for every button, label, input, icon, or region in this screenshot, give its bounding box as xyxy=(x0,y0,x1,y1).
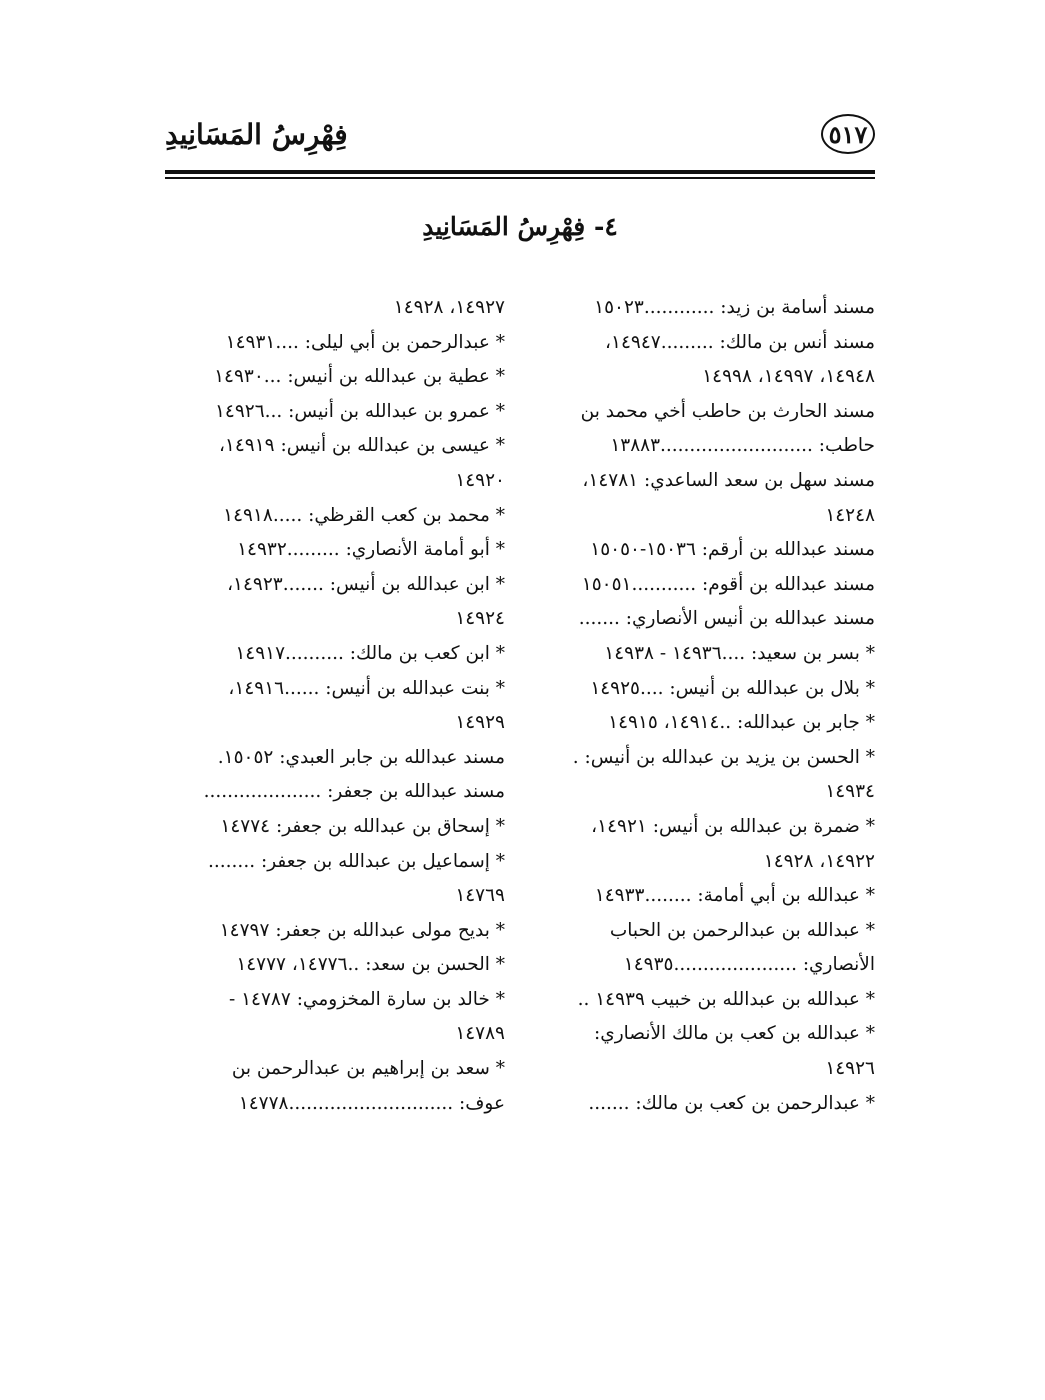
index-entry-line: ١٤٩٢٧، ١٤٩٢٨ xyxy=(393,297,505,318)
section-title: ٤- فِهْرِسُ المَسَانِيدِ xyxy=(422,212,618,241)
index-entry-line: * عبدالرحمن بن كعب بن مالك: ....... xyxy=(588,1092,875,1114)
page-header xyxy=(165,110,875,180)
index-entry-line: * ضمرة بن عبدالله بن أنيس: ١٤٩٢١، xyxy=(591,815,875,837)
index-entry-line: مسند عبدالله بن أقوم: ...........١٥٠٥١ xyxy=(581,573,875,595)
index-entry-line: * بنت عبدالله بن أنيس: ......١٤٩١٦، xyxy=(228,677,505,699)
index-entry-line: * محمد بن كعب القرظي: .....١٤٩١٨ xyxy=(223,504,505,526)
index-entry-line: * الحسن بن سعد: ..١٤٧٧٦، ١٤٧٧٧ xyxy=(236,954,505,976)
index-entry-line: ١٤٢٤٨ xyxy=(825,504,875,526)
index-entry-line: * جابر بن عبدالله: ..١٤٩١٤، ١٤٩١٥ xyxy=(608,712,875,734)
index-entry-line: مسند عبدالله بن جابر العبدي: ١٥٠٥٢. xyxy=(217,746,505,768)
index-entry-line: ١٤٩٤٨، ١٤٩٩٧، ١٤٩٩٨ xyxy=(702,366,875,388)
index-entry-line: * بديح مولى عبدالله بن جعفر: ١٤٧٩٧ xyxy=(219,919,505,941)
index-entry-line: ١٤٧٨٩ xyxy=(455,1023,505,1045)
index-entry-line: ١٤٧٦٩ xyxy=(455,885,505,907)
index-entry-line: * عبدالله بن عبدالرحمن بن الحباب xyxy=(609,919,875,941)
index-entry-line: * عبدالله بن عبدالله بن خبيب ١٤٩٣٩ .. xyxy=(577,988,875,1010)
index-entry-line: حاطب: ..........................١٣٨٨٣ xyxy=(610,435,875,457)
index-entry-line: ١٤٩٣٤ xyxy=(825,781,875,803)
index-entry-line: ١٤٩٢٢، ١٤٩٢٨ xyxy=(763,850,875,872)
index-entry-line: * إسحاق بن عبدالله بن جعفر: ١٤٧٧٤ xyxy=(220,815,505,837)
index-entry-line: * ابن عبدالله بن أنيس: .......١٤٩٢٣، xyxy=(227,573,505,595)
index-entry-line: * بسر بن سعيد: ....١٤٩٣٦ - ١٤٩٣٨ xyxy=(604,642,875,664)
index-entry-line: * خالد بن سارة المخزومي: ١٤٧٨٧ - xyxy=(228,988,505,1010)
running-title: فِهْرِسُ المَسَانِيدِ xyxy=(165,118,348,151)
index-entry-line: مسند عبدالله بن أرقم: ١٥٠٣٦-١٥٠٥٠ xyxy=(590,539,875,561)
index-entry-line: ١٤٩٢٦ xyxy=(825,1058,875,1080)
index-entry-line: مسند عبدالله بن جعفر: .................... xyxy=(203,781,505,803)
index-entry-line: عوف: ............................١٤٧٧٨ xyxy=(238,1092,505,1114)
index-entry-line: * عبدالله بن أبي أمامة: ........١٤٩٣٣ xyxy=(594,885,875,907)
header-rule-thin xyxy=(165,177,875,179)
index-entry-line: * عطية بن عبدالله بن أنيس: ...١٤٩٣٠ xyxy=(214,366,505,388)
index-entry-line: * عبدالله بن كعب بن مالك الأنصاري: xyxy=(594,1023,875,1045)
index-entry-line: مسند الحارث بن حاطب أخي محمد بن xyxy=(580,400,875,422)
header-rule-thick xyxy=(165,170,875,174)
index-column-left xyxy=(165,291,505,1121)
index-entry-line: مسند أنس بن مالك: .........١٤٩٤٧، xyxy=(605,331,875,353)
index-entry-line: الأنصاري: .....................١٤٩٣٥ xyxy=(623,954,875,976)
index-entry-line: مسند عبدالله بن أنيس الأنصاري: ....... xyxy=(578,608,875,630)
index-entry-line: مسند أسامة بن زيد: ............١٥٠٢٣ xyxy=(594,297,875,318)
index-entry-line: ١٤٩٢٠ xyxy=(455,469,505,491)
index-entry-line: * إسماعيل بن عبدالله بن جعفر: ........ xyxy=(208,850,505,872)
page-number: ٥١٧ xyxy=(821,114,875,154)
index-entry-line: * سعد بن إبراهيم بن عبدالرحمن بن xyxy=(231,1058,505,1080)
index-entry-line: * بلال بن عبدالله بن أنيس: ....١٤٩٢٥ xyxy=(590,677,875,699)
index-entry-line: ١٤٩٢٤ xyxy=(455,608,505,630)
index-entry-line: مسند سهل بن سعد الساعدي: ١٤٧٨١، xyxy=(582,469,875,491)
index-column-right xyxy=(535,291,875,1121)
index-entry-line: * أبو أمامة الأنصاري: .........١٤٩٣٢ xyxy=(237,539,505,561)
index-entry-line: * الحسن بن يزيد بن عبدالله بن أنيس: . xyxy=(572,746,875,768)
index-entry-line: * ابن كعب بن مالك: ..........١٤٩١٧ xyxy=(235,642,505,664)
index-entry-line: * عيسى بن عبدالله بن أنيس: ١٤٩١٩، xyxy=(218,435,505,457)
index-entry-line: * عمرو بن عبدالله بن أنيس: ...١٤٩٢٦ xyxy=(214,400,505,422)
index-entry-line: * عبدالرحمن بن أبي ليلى: ....١٤٩٣١ xyxy=(225,331,505,353)
index-entry-line: ١٤٩٢٩ xyxy=(455,712,505,734)
